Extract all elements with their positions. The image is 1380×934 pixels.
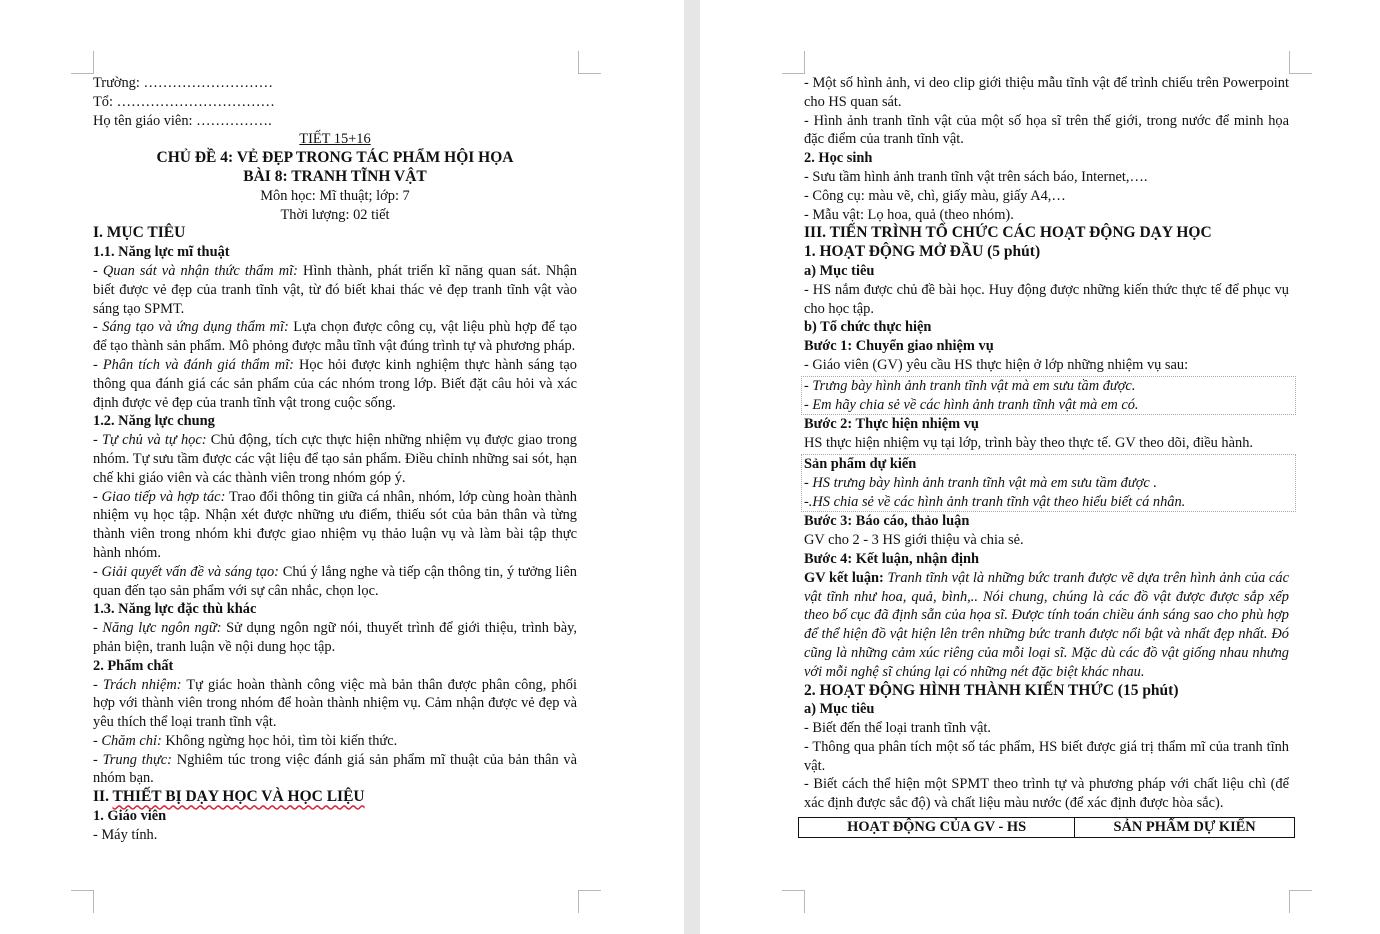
margin-corner-mark: [782, 51, 805, 74]
table-header-cell: SẢN PHẨM DỰ KIẾN: [1075, 818, 1295, 838]
product-item: - HS trưng bày hình ảnh tranh tĩnh vật mà em sưu tầm được .: [804, 474, 1157, 491]
margin-corner-mark: [578, 890, 601, 913]
paragraph: HS thực hiện nhiệm vụ tại lớp, trình bày theo thực tế. GV theo dõi, điều hành.: [804, 435, 1253, 452]
paragraph: - Trách nhiệm: Tự giác hoàn thành công việc mà bản thân được phân công, phối hợp với thành viên trong nhóm để hoàn thành nhiệm vụ. Cảm nhận được vẻ đẹp và yêu thích thể loại tranh tĩnh vật.: [93, 676, 577, 731]
document-page-2: [700, 0, 1380, 934]
teacher-field: Họ tên giáo viên: …………….: [93, 112, 272, 129]
section-heading: I. MỤC TIÊU: [93, 224, 186, 242]
conclusion-paragraph: GV kết luận: Tranh tĩnh vật là những bức tranh được vẽ dựa trên hình ảnh của các vật tĩnh như hoa, quả, bình,.. Nói chung, chúng là các đồ vật được được sắp xếp theo bố cục đã định sẵn của họa sĩ. Được tính toán chiều ánh sáng sao cho phù hợp để thể hiện đồ vật hiện lên trên những bức tranh được nổi bật và nhất đẹp nhất. Đó cũng là những cảm xúc riêng của mỗi loại sĩ. Mặc dù các đồ vật giống nhau nhưng với mỗi nghệ sĩ chúng lại có những nét đặc biệt khác nhau.: [804, 569, 1289, 680]
list-item: - Một số hình ảnh, vi deo clip giới thiệu mẫu tĩnh vật để trình chiếu trên Powerpoint cho HS quan sát.: [804, 75, 1289, 110]
list-item: - Hình ảnh tranh tĩnh vật của một số họa sĩ trên thế giới, trong nước để minh họa đặc điểm của tranh tĩnh vật.: [804, 112, 1289, 148]
group-field: Tổ: ……………………………: [93, 93, 275, 110]
paragraph: - Tự chủ và tự học: Chủ động, tích cực thực hiện những nhiệm vụ được giao trong nhóm. Tự sưu tầm được các vật liệu để tạo sản phẩm. Điều chỉnh những sai sót, hạn chế khi giáo viên và các thành viên trong nhóm góp ý.: [93, 432, 577, 486]
activity-heading: 1. HOẠT ĐỘNG MỞ ĐẦU (5 phút): [804, 243, 1041, 261]
subsection-heading: 1. Giáo viên: [93, 808, 167, 825]
subsection-heading: 1.3. Năng lực đặc thù khác: [93, 601, 257, 618]
subsection-heading: 1.1. Năng lực mĩ thuật: [93, 244, 230, 261]
margin-corner-mark: [1289, 51, 1312, 74]
subsection-heading: a) Mục tiêu: [804, 701, 875, 718]
school-field: Trường: ………………………: [93, 75, 273, 91]
paragraph: - Giáo viên (GV) yêu cầu HS thực hiện ở lớp những nhiệm vụ sau:: [804, 356, 1189, 373]
list-item: - Máy tính.: [93, 826, 158, 843]
subsection-heading: b) Tổ chức thực hiện: [804, 319, 932, 336]
paragraph: GV cho 2 - 3 HS giới thiệu và chia sẻ.: [804, 532, 1024, 549]
lesson-title: BÀI 8: TRANH TĨNH VẬT: [243, 167, 427, 185]
paragraph: - Trung thực: Nghiêm túc trong việc đánh giá sản phẩm mĩ thuật của bản thân và nhóm bạn.: [93, 751, 578, 787]
product-heading: Sản phẩm dự kiến: [804, 455, 917, 472]
paragraph: - HS nắm được chủ đề bài học. Huy động được những kiến thức thực tế để phục vụ cho học tập.: [804, 281, 1289, 317]
spellcheck-marked-text: THIẾT BỊ DẠY HỌC VÀ HỌC LIỆU: [112, 788, 365, 806]
subsection-heading: 1.2. Năng lực chung: [93, 413, 215, 430]
subsection-heading: 2. Phẩm chất: [93, 657, 174, 674]
task-box: [801, 376, 1296, 416]
list-item: - Thông qua phân tích một số tác phẩm, HS biết được giá trị thẩm mĩ của tranh tĩnh vật.: [804, 738, 1289, 774]
task-item: - Em hãy chia sẻ về các hình ảnh tranh tĩnh vật mà em có.: [804, 396, 1139, 413]
list-item: - Công cụ: màu vẽ, chì, giấy màu, giấy A4,…: [804, 187, 1066, 204]
subsection-heading: a) Mục tiêu: [804, 262, 875, 279]
expected-product-box: [801, 454, 1296, 512]
step-heading: Bước 2: Thực hiện nhiệm vụ: [804, 416, 979, 433]
paragraph: - Sáng tạo và ứng dụng thẩm mĩ: Lựa chọn được công cụ, vật liệu phù hợp để tạo để tạo thành sản phẩm. Mô phỏng được mẫu tĩnh vật đúng trình tự và phương pháp.: [93, 319, 577, 355]
margin-corner-mark: [71, 890, 94, 913]
section-heading: III. TIẾN TRÌNH TỔ CHỨC CÁC HOẠT ĐỘNG DẠY HỌC: [804, 224, 1212, 242]
margin-corner-mark: [578, 51, 601, 74]
document-page-1: [0, 0, 684, 934]
topic-title: CHỦ ĐỀ 4: VẺ ĐẸP TRONG TÁC PHẨM HỘI HỌA: [156, 149, 514, 167]
paragraph: - Giải quyết vấn đề và sáng tạo: Chú ý lắng nghe và tiếp cận thông tin, ý tưởng liên quan đến tạo sản phẩm với sự cân nhắc, chọn lọc.: [93, 563, 577, 599]
table-header-row: [799, 818, 1295, 838]
section-heading: II. THIẾT BỊ DẠY HỌC VÀ HỌC LIỆU: [93, 788, 365, 806]
margin-corner-mark: [71, 51, 94, 74]
lesson-code: TIẾT 15+16: [299, 131, 371, 148]
task-item: - Trưng bày hình ảnh tranh tĩnh vật mà em sưu tầm được.: [804, 377, 1136, 394]
list-item: - Mẫu vật: Lọ hoa, quả (theo nhóm).: [804, 206, 1014, 223]
paragraph: - Chăm chỉ: Không ngừng học hỏi, tìm tòi kiến thức.: [93, 732, 398, 749]
step-heading: Bước 1: Chuyển giao nhiệm vụ: [804, 338, 994, 355]
duration-line: Thời lượng: 02 tiết: [280, 206, 390, 223]
step-heading: Bước 4: Kết luận, nhận định: [804, 550, 979, 567]
paragraph: - Năng lực ngôn ngữ: Sử dụng ngôn ngữ nói, thuyết trình để giới thiệu, trình bày, phản biện, tranh luận về nội dung học tập.: [93, 620, 577, 655]
page-1-content: [93, 74, 577, 845]
step-heading: Bước 3: Báo cáo, thảo luận: [804, 513, 970, 530]
subject-line: Môn học: Mĩ thuật; lớp: 7: [260, 187, 410, 204]
page-2-content: [804, 74, 1289, 838]
activity-table: [798, 817, 1295, 838]
margin-corner-mark: [782, 890, 805, 913]
list-item: - Biết đến thể loại tranh tĩnh vật.: [804, 720, 992, 737]
list-item: - Biết cách thể hiện một SPMT theo trình tự và phương pháp với chất liệu chì (để xác định được sắc độ) và chất liệu màu nước (để xác định được hòa sắc).: [804, 776, 1289, 812]
paragraph: - Giao tiếp và hợp tác: Trao đổi thông tin giữa cá nhân, nhóm, lớp cùng hoàn thành nhiệm vụ học tập. Nhận xét được những ưu điểm, thiếu sót của bản thân và từng thành viên trong nhóm khi được giao nhiệm vụ thảo luận vụ và làm bài tập thực hành nhóm.: [93, 488, 577, 561]
activity-heading: 2. HOẠT ĐỘNG HÌNH THÀNH KIẾN THỨC (15 phút): [804, 681, 1179, 699]
paragraph: - Phân tích và đánh giá thẩm mĩ: Học hỏi được kinh nghiệm thực hành sáng tạo thông qua đánh giá các sản phẩm của các nhóm trong lớp. Biết đặt câu hỏi và xác định được vẻ đẹp của tranh tĩnh vật trong cuộc sống.: [93, 356, 577, 411]
table-header-cell: HOẠT ĐỘNG CỦA GV - HS: [799, 818, 1075, 838]
list-item: - Sưu tầm hình ảnh tranh tĩnh vật trên sách báo, Internet,….: [804, 168, 1148, 185]
paragraph: - Quan sát và nhận thức thẩm mĩ: Hình thành, phát triển kĩ năng quan sát. Nhận biết được vẻ đẹp của tranh tĩnh vật, từ đó biết khai thác vẻ đẹp tranh tĩnh vật vào sáng tạo SPMT.: [93, 262, 577, 317]
product-item: -.HS chia sẻ về các hình ảnh tranh tĩnh vật theo hiểu biết cá nhân.: [804, 493, 1186, 510]
margin-corner-mark: [1289, 890, 1312, 913]
subsection-heading: 2. Học sinh: [804, 150, 873, 167]
